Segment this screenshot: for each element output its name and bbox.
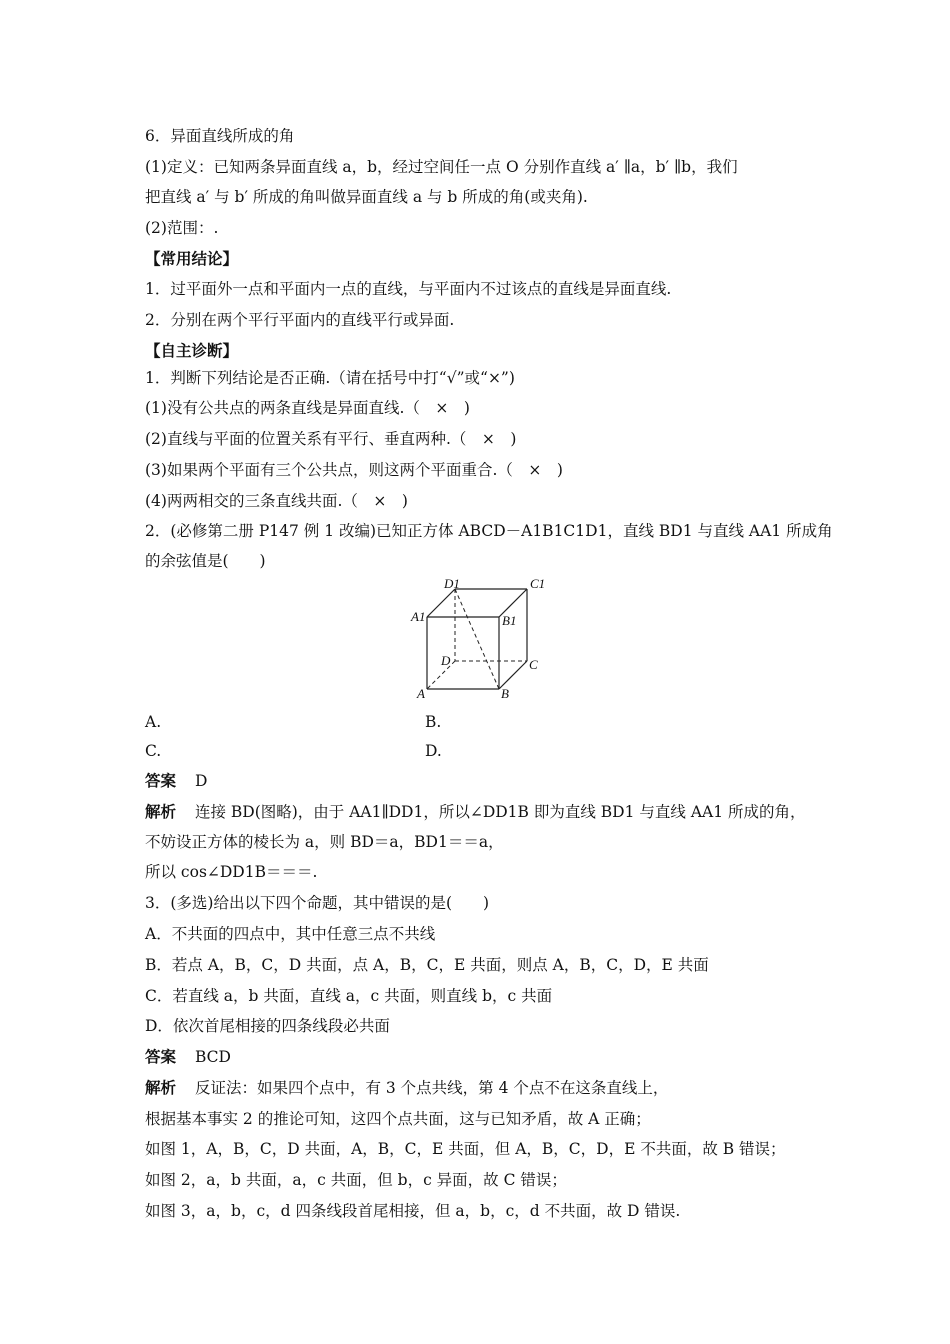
question-2-analysis-line-1 <box>145 802 806 822</box>
vertex-label-d: D <box>441 653 451 668</box>
answer-value: D <box>194 772 208 790</box>
question-3-option-a: A．不共面的四点中，其中任意三点不共线 <box>145 925 436 943</box>
option-a: A. <box>145 713 162 731</box>
cube-diagram <box>405 577 555 705</box>
question-3-analysis-line-5: 如图 3，a，b，c，d 四条线段首尾相接，但 a，b，c，d 不共面，故 D 错误. <box>145 1202 681 1220</box>
diagonal-bd1 <box>455 589 499 689</box>
judgement-item: (1)没有公共点的两条直线是异面直线.（ × ) <box>145 399 470 417</box>
cube-figure <box>405 577 555 705</box>
question-3-analysis-line-4: 如图 2，a，b 共面，a，c 共面，但 b，c 异面，故 C 错误； <box>145 1171 567 1189</box>
analysis-label: 解析 <box>145 802 177 821</box>
question-3-analysis-line-2: 根据基本事实 2 的推论可知，这四个点共面，这与已知矛盾，故 A 正确； <box>145 1110 651 1128</box>
vertex-label-a1: A1 <box>411 609 426 624</box>
judgement-item: (3)如果两个平面有三个公共点，则这两个平面重合.（ × ) <box>145 461 563 479</box>
option-b: B. <box>425 713 442 731</box>
conclusion-item: 2．分别在两个平行平面内的直线平行或异面. <box>145 311 455 329</box>
edge-d1a1 <box>427 589 455 617</box>
question-3-option-d: D．依次首尾相接的四条线段必共面 <box>145 1017 390 1035</box>
self-diagnosis-header: 【自主诊断】 <box>145 341 239 360</box>
question-3-answer <box>145 1047 231 1067</box>
question-1-stem: 1．判断下列结论是否正确.（请在括号中打“√”或“×”) <box>145 369 515 387</box>
answer-label: 答案 <box>145 771 177 790</box>
question-2-answer <box>145 771 207 791</box>
edge-bc <box>499 661 527 689</box>
option-c: C. <box>145 742 162 760</box>
vertex-label-c1: C1 <box>530 577 546 591</box>
question-3-stem: 3．(多选)给出以下四个命题，其中错误的是( ) <box>145 894 490 912</box>
vertex-label-b: B <box>501 686 509 701</box>
question-2-analysis-line-2: 不妨设正方体的棱长为 a，则 BD＝a，BD1＝＝a， <box>145 833 504 851</box>
question-2-stem-line-1: 2．(必修第二册 P147 例 1 改编)已知正方体 ABCD－A1B1C1D1，直线 BD1 与直线 AA1 所成角 <box>145 522 833 540</box>
judgement-item: (4)两两相交的三条直线共面.（ × ) <box>145 492 408 510</box>
question-3-option-b: B．若点 A，B，C，D 共面，点 A，B，C，E 共面，则点 A，B，C，D，E 共面 <box>145 956 709 974</box>
vertex-label-a: A <box>417 686 425 701</box>
question-3-analysis-line-1 <box>145 1078 668 1098</box>
definition-line-1: (1)定义：已知两条异面直线 a，b，经过空间任一点 O 分别作直线 a′ ∥a，b′ ∥b，我们 <box>145 158 738 176</box>
vertex-label-b1: B1 <box>502 613 517 628</box>
judgement-item: (2)直线与平面的位置关系有平行、垂直两种.（ × ) <box>145 430 517 448</box>
question-3-option-c: C．若直线 a，b 共面，直线 a，c 共面，则直线 b，c 共面 <box>145 987 553 1005</box>
section-6-title: 6．异面直线所成的角 <box>145 127 295 145</box>
question-3-analysis-line-3: 如图 1，A，B，C，D 共面，A，B，C，E 共面，但 A，B，C，D，E 不共面，故 B 错误； <box>145 1140 786 1158</box>
question-2-stem-line-2: 的余弦值是( ) <box>145 552 266 570</box>
conclusion-item: 1．过平面外一点和平面内一点的直线，与平面内不过该点的直线是异面直线. <box>145 280 672 298</box>
answer-label: 答案 <box>145 1047 177 1066</box>
question-2-analysis-line-3: 所以 cos∠DD1B＝＝＝. <box>145 863 318 881</box>
vertex-label-d1: D1 <box>444 577 460 591</box>
analysis-text: 反证法：如果四个点中，有 3 个点共线，第 4 个点不在这条直线上， <box>194 1079 669 1097</box>
answer-value: BCD <box>194 1048 231 1066</box>
definition-line-2: 把直线 a′ 与 b′ 所成的角叫做异面直线 a 与 b 所成的角(或夹角). <box>145 188 588 206</box>
common-conclusions-header: 【常用结论】 <box>145 249 239 268</box>
analysis-label: 解析 <box>145 1078 177 1097</box>
range-line: (2)范围：. <box>145 219 219 237</box>
option-d: D. <box>425 742 442 760</box>
analysis-text: 连接 BD(图略)，由于 AA1∥DD1，所以∠DD1B 即为直线 BD1 与直线 AA1 所成的角， <box>194 803 806 821</box>
vertex-label-c: C <box>529 657 538 672</box>
